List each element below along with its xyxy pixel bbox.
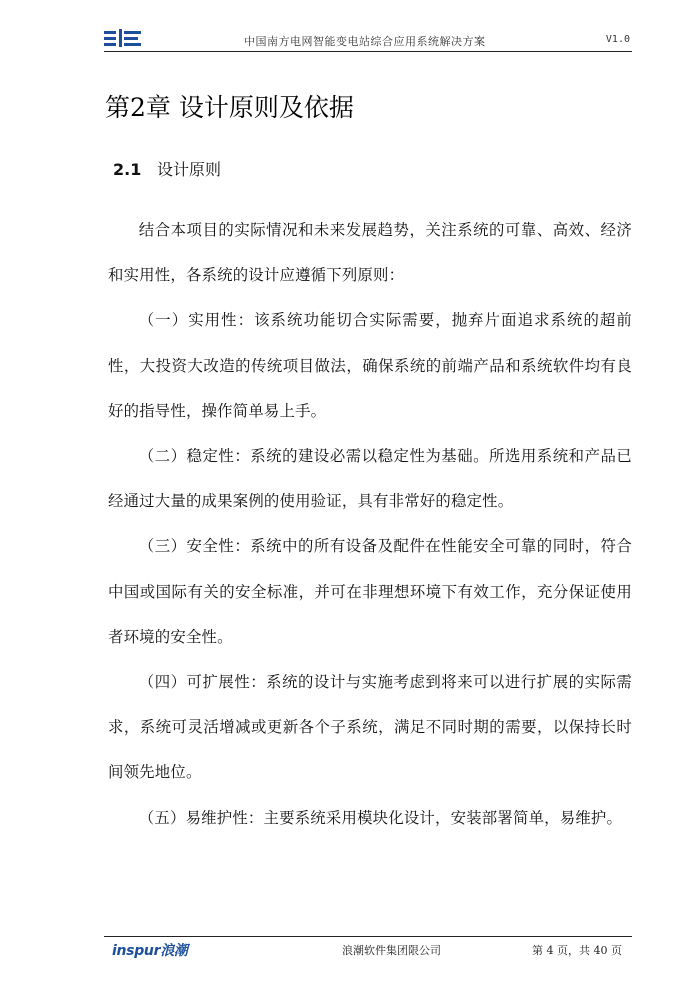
inspur-logo: inspur浪潮 bbox=[112, 943, 188, 959]
page-footer bbox=[104, 936, 632, 957]
csg-logo-icon bbox=[104, 29, 142, 47]
chapter-title: 第2章 设计原则及依据 bbox=[105, 93, 354, 122]
paragraph: 结合本项目的实际情况和未来发展趋势，关注系统的可靠、高效、经济和实用性，各系统的设计应遵循下列原则： bbox=[108, 221, 632, 285]
footer-company: 浪潮软件集团限公司 bbox=[342, 944, 441, 957]
paragraph: （四）可扩展性：系统的设计与实施考虑到将来可以进行扩展的实际需求，系统可灵活增减或更新各个子系统，满足不同时期的需要，以保持长时间领先地位。 bbox=[108, 673, 632, 782]
paragraph: （五）易维护性：主要系统采用模块化设计，安装部署简单，易维护。 bbox=[138, 808, 623, 827]
page-number: 第 4 页，共 40 页 bbox=[532, 944, 622, 957]
paragraph: （二）稳定性：系统的建设必需以稳定性为基础。所选用系统和产品已经通过大量的成果案例的使用验证，具有非常好的稳定性。 bbox=[108, 447, 632, 511]
body-text bbox=[108, 208, 632, 841]
section-number: 2.1 bbox=[113, 160, 142, 179]
header-version: V1.0 bbox=[605, 34, 630, 45]
section-heading bbox=[113, 157, 221, 180]
page-header bbox=[104, 25, 632, 52]
header-title: 中国南方电网智能变电站综合应用系统解决方案 bbox=[244, 35, 486, 48]
section-title: 设计原则 bbox=[157, 160, 222, 179]
paragraph: （一）实用性：该系统功能切合实际需要，抛弃片面追求系统的超前性，大投资大改造的传统项目做法，确保系统的前端产品和系统软件均有良好的指导性，操作简单易上手。 bbox=[108, 311, 632, 420]
paragraph: （三）安全性：系统中的所有设备及配件在性能安全可靠的同时，符合中国或国际有关的安全标准，并可在非理想环境下有效工作，充分保证使用者环境的安全性。 bbox=[108, 537, 632, 646]
